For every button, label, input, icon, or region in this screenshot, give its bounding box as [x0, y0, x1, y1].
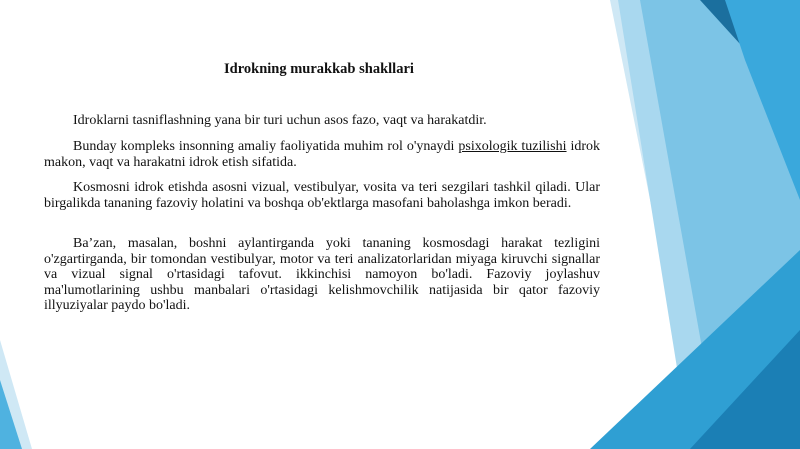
paragraph-2-start: Bunday kompleks insonning amaliy faoliyatida muhim rol o'ynaydi [73, 139, 459, 154]
paragraph-4: Ba’zan, masalan, boshni aylantirganda yoki tananing kosmosdagi harakat tezligini o'zgartirganda, bir tomondan vestibulyar, motor va teri analizatorlaridan miyaga kiruvchi signallar va vizual signal o'rtasidagi tafovut. ikkinchisi namoyon bo'ladi. Fazoviy joylashuv ma'lumotlarining ushbu manbalari o'rtasidagi kelishmovchilik natijasida bir qator fazoviy illyuziyalar paydo bo'ladi. [44, 236, 600, 313]
paragraph-3: Kosmosni idrok etishda asosni vizual, vestibulyar, vosita va teri sezgilari tashkil qiladi. Ular birgalikda tananing fazoviy holatini va boshqa ob'ektlarga masofani baholashga imkon beradi. [44, 180, 600, 211]
psixologik-tuzilishi-link[interactable]: psixologik tuzilishi [458, 139, 567, 154]
paragraph-2 [44, 139, 600, 170]
paragraph-1: Idroklarni tasniflashning yana bir turi uchun asos fazo, vaqt va harakatdir. [73, 113, 487, 128]
slide-title: Idrokning murakkab shakllari [224, 61, 414, 77]
paragraph-2-end: idrok makon, vaqt va harakatni idrok etish sifatida. [44, 139, 601, 170]
